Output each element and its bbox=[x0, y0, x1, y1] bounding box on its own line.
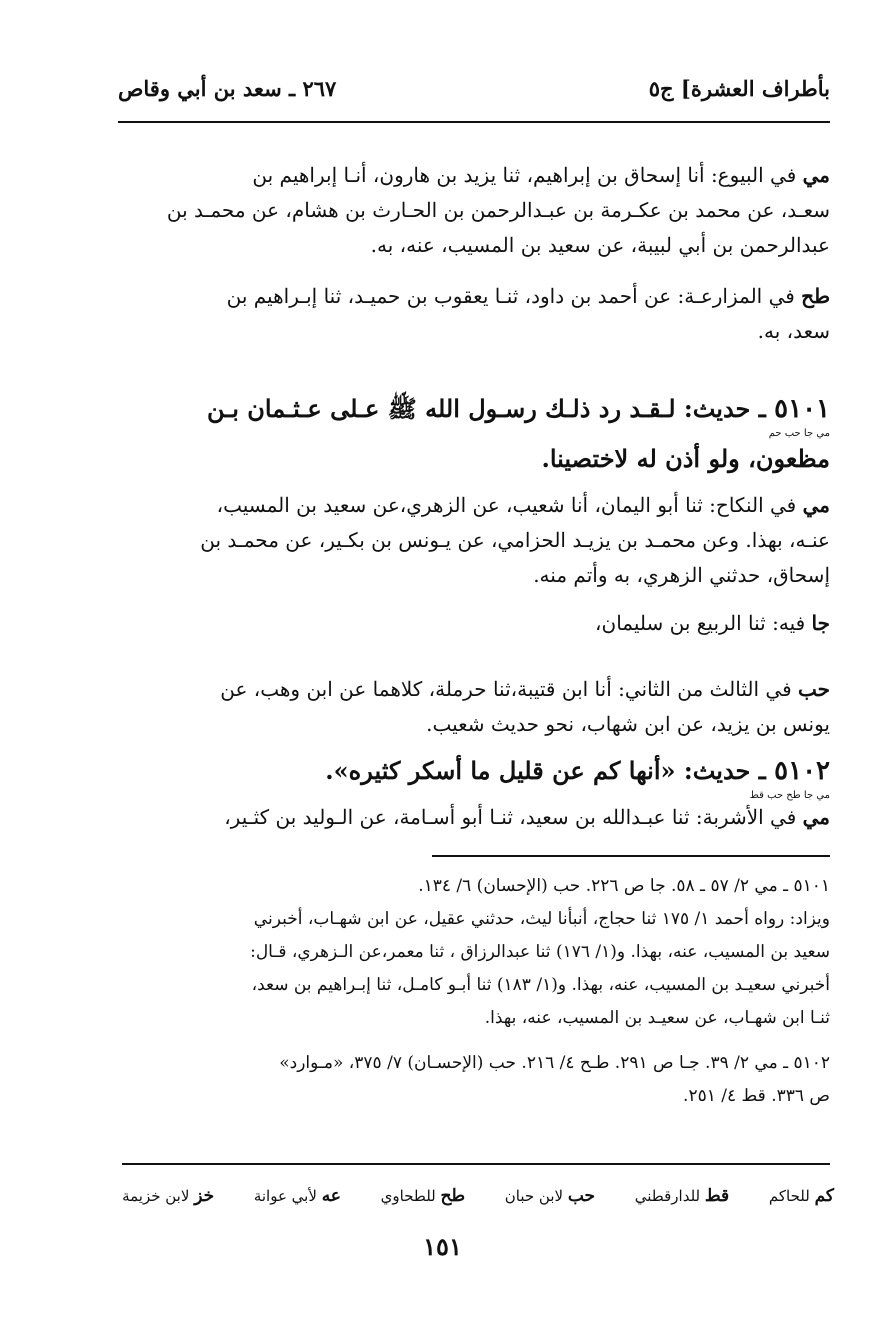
text-line: يونس بن يزيد، عن ابن شهاب، نحو حديث شعيب. bbox=[426, 712, 830, 736]
paragraph-darimi-ashriba bbox=[120, 800, 830, 835]
legend-item: كم للحاكم bbox=[768, 1186, 834, 1206]
footnote-line: سعيد بن المسيب، عنه، بهذا. و(١/ ١٧٦) ثنا عبدالرزاق ، ثنا معمر،عن الـزهري، قـال: bbox=[250, 942, 830, 962]
hadith-5101-heading bbox=[120, 390, 830, 478]
paragraph-ibn-hibban bbox=[120, 672, 830, 742]
text-line: عبدالرحمن بن أبي لبيبة، عن سعيد بن المسيب، عنه، به. bbox=[370, 233, 830, 257]
running-header bbox=[118, 68, 830, 108]
paragraph-darimi-nikah bbox=[120, 488, 830, 593]
text-line: مي في الأشربة: ثنا عبـدالله بن سعيد، ثنـا أبو أسـامة، عن الـوليد بن كثـير، bbox=[224, 805, 830, 829]
abbreviation-legend bbox=[122, 1180, 834, 1212]
text-line: حب في الثالث من الثاني: أنا ابن قتيبة،ثنا حرملة، كلاهما عن ابن وهب، عن bbox=[220, 677, 830, 701]
page-number: ١٥١ bbox=[423, 1232, 462, 1261]
hadith-heading-line: مظعون، ولو أذن له لاختصينا. bbox=[541, 444, 830, 473]
footnote-line: ص ٣٣٦. قط ٤/ ٢٥١. bbox=[683, 1086, 830, 1106]
legend-item: قط للدارقطني bbox=[634, 1186, 730, 1206]
footnote-5102: ٥١٠٢ ـ مي ٢/ ٣٩. جـا ص ٢٩١. طـح ٤/ ٢١٦. حب (الإحسـان) ٧/ ٣٧٥، «مـوارد» bbox=[279, 1053, 830, 1073]
header-rule bbox=[118, 121, 830, 123]
hadith-heading-line: ٥١٠١ ـ حديث: لـقـد رد ذلـك رسـول الله ﷺ عـلى عـثـمان بـن bbox=[206, 394, 830, 424]
hadith-number: ٥١٠٢ bbox=[774, 756, 830, 786]
text-line: سعد، به. bbox=[757, 319, 830, 343]
footnote-5101: ٥١٠١ ـ مي ٢/ ٥٧ ـ ٥٨. جا ص ٢٢٦. حب (الإحسان) ٦/ ١٣٤. bbox=[418, 876, 830, 896]
footnote-line: أخبرني سعيـد بن المسيب، عنه، بهذا. و(١/ ١٨٣) ثنا أبـو كامـل، ثنا إبـراهيم بن سعد، bbox=[251, 975, 830, 995]
source-sigla: مي جا طح حب قط bbox=[749, 790, 830, 801]
hadith-heading-line: ٥١٠٢ ـ حديث: «أنها كم عن قليل ما أسكر كثيره». bbox=[325, 756, 830, 786]
text-line: إسحاق، حدثني الزهري، به وأتم منه. bbox=[533, 563, 830, 587]
header-left-title: ٢٦٧ ـ سعد بن أبي وقاص bbox=[118, 75, 337, 101]
legend-item: خز لابن خزيمة bbox=[122, 1186, 215, 1206]
paragraph-ibn-jarud bbox=[120, 606, 830, 641]
source-sigla: مي جا حب حم bbox=[768, 428, 830, 439]
legend-item: حب لابن حبان bbox=[504, 1186, 596, 1206]
paragraph-tahawi-muzaraa bbox=[120, 279, 830, 349]
hadith-5102-heading bbox=[120, 752, 830, 802]
header-right-title: بأطراف العشرة] ج٥ bbox=[648, 75, 830, 101]
footnote-line: ثنـا ابن شهـاب، عن سعيـد بن المسيب، عنه، بهذا. bbox=[484, 1008, 830, 1028]
footnotes bbox=[120, 870, 830, 1113]
text-line: مي في البيوع: أنا إسحاق بن إبراهيم، ثنا يزيد بن هارون، أنـا إبراهيم بن bbox=[252, 163, 830, 187]
footnote-rule bbox=[432, 855, 830, 857]
text-line: جا فيه: ثنا الربيع بن سليمان، bbox=[595, 611, 830, 635]
legend-rule bbox=[122, 1163, 830, 1165]
paragraph-darimi-buyu bbox=[120, 158, 830, 263]
text-line: مي في النكاح: ثنا أبو اليمان، أنا شعيب، عن الزهري،عن سعيد بن المسيب، bbox=[216, 493, 830, 517]
footnote-line: ويزاد: رواه أحمد ١/ ١٧٥ ثنا حجاج، أنبأنا ليث، حدثني عقيل، عن ابن شهـاب، أخبرني bbox=[253, 909, 830, 929]
hadith-number: ٥١٠١ bbox=[774, 394, 830, 424]
text-line: عنـه، بهذا. وعن محمـد بن يزيـد الحزامي، عن يـونس بن بكـير، عن محمـد بن bbox=[200, 528, 830, 552]
legend-item: طح للطحاوي bbox=[380, 1186, 466, 1206]
text-line: طح في المزارعـة: عن أحمد بن داود، ثنـا يعقوب بن حميـد، ثنا إبـراهيم بن bbox=[226, 284, 830, 308]
legend-item: عه لأبي عوانة bbox=[253, 1186, 341, 1206]
text-line: سعـد، عن محمد بن عكـرمة بن عبـدالرحمن بن الحـارث بن هشام، عن محمـد بن bbox=[166, 198, 830, 222]
